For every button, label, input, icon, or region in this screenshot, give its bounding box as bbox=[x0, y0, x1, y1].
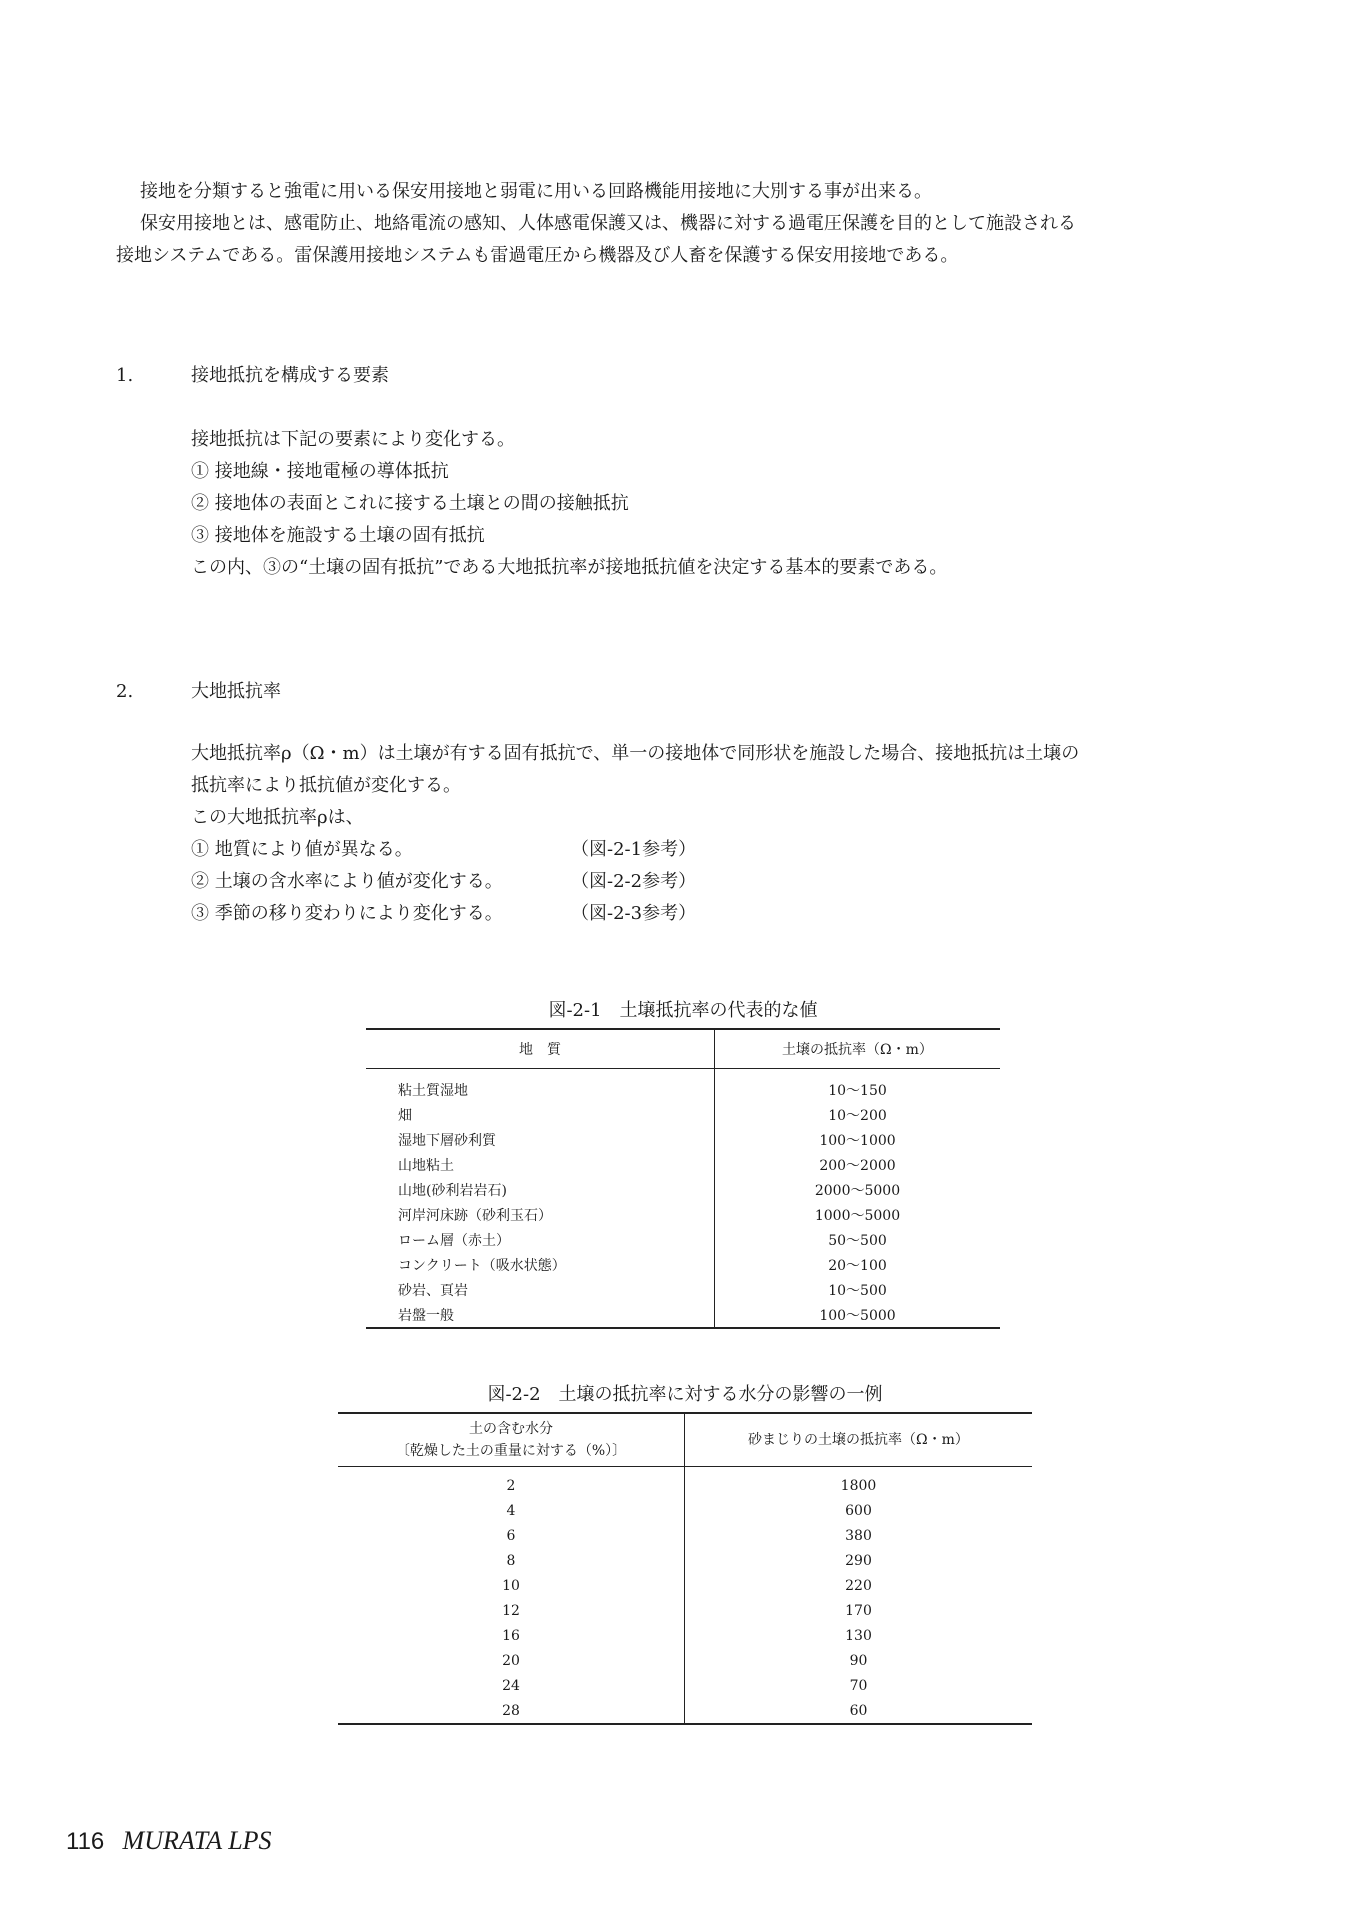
column-header-line: 〔乾燥した土の重量に対する（%）〕 bbox=[395, 1443, 627, 1459]
table-cell: 220 bbox=[845, 1577, 872, 1594]
table-cell: 60 bbox=[849, 1702, 868, 1719]
table-row bbox=[366, 1302, 1000, 1328]
column-header: 地 質 bbox=[366, 1029, 715, 1069]
table-cell: 130 bbox=[845, 1627, 872, 1644]
table-cell: 380 bbox=[845, 1527, 872, 1544]
table-cell: 畑 bbox=[366, 1102, 715, 1127]
table-row bbox=[366, 1069, 1000, 1103]
table-cell: 山地(砂利岩岩石) bbox=[366, 1177, 715, 1202]
table-row bbox=[338, 1498, 1032, 1523]
list-item-ref: （図-2-2参考） bbox=[571, 871, 697, 892]
list-item: ② 接地体の表面とこれに接する土壌との間の接触抵抗 bbox=[191, 493, 629, 514]
table-cell: 粘土質湿地 bbox=[366, 1069, 715, 1103]
table-row bbox=[338, 1598, 1032, 1623]
table-row bbox=[366, 1202, 1000, 1227]
table-cell: 4 bbox=[338, 1498, 685, 1523]
intro-line: 接地システムである。雷保護用接地システムも雷過電圧から機器及び人畜を保護する保安用接地である。 bbox=[116, 245, 959, 266]
table-row bbox=[338, 1467, 1032, 1499]
table-row bbox=[338, 1698, 1032, 1724]
table-cell: 砂岩、頁岩 bbox=[366, 1277, 715, 1302]
table-cell: 2000〜5000 bbox=[814, 1182, 901, 1199]
table-cell: 10〜500 bbox=[828, 1282, 887, 1299]
list-item-ref: （図-2-3参考） bbox=[571, 903, 697, 924]
table-cell: 8 bbox=[338, 1548, 685, 1573]
table-cell: 170 bbox=[845, 1602, 872, 1619]
table-cell: 90 bbox=[849, 1652, 868, 1669]
table-row bbox=[366, 1127, 1000, 1152]
table-cell: ローム層（赤土） bbox=[366, 1227, 715, 1252]
table-cell: 湿地下層砂利質 bbox=[366, 1127, 715, 1152]
section-2-line: 抵抗率により抵抗値が変化する。 bbox=[191, 775, 461, 796]
table-cell: 2 bbox=[338, 1467, 685, 1499]
intro-line: 接地を分類すると強電に用いる保安用接地と弱電に用いる回路機能用接地に大別する事が出来る。 bbox=[140, 181, 932, 202]
section-1-lead: 接地抵抗は下記の要素により変化する。 bbox=[191, 429, 515, 450]
table-2-title: 図-2-2 土壌の抵抗率に対する水分の影響の一例 bbox=[487, 1384, 883, 1405]
table-cell: 20〜100 bbox=[828, 1257, 887, 1274]
column-header-line: 土の含む水分 bbox=[469, 1421, 553, 1437]
table-row bbox=[366, 1227, 1000, 1252]
section-1-conclusion: この内、③の“土壌の固有抵抗”である大地抵抗率が接地抵抗値を決定する基本的要素である。 bbox=[191, 557, 948, 578]
table-cell: 20 bbox=[338, 1648, 685, 1673]
table-cell: 16 bbox=[338, 1623, 685, 1648]
table-cell: 1000〜5000 bbox=[814, 1207, 901, 1224]
list-item: ① 接地線・接地電極の導体抵抗 bbox=[191, 461, 449, 482]
table-cell: 10 bbox=[338, 1573, 685, 1598]
table-row bbox=[338, 1573, 1032, 1598]
table-cell: 28 bbox=[338, 1698, 685, 1724]
table-row bbox=[366, 1102, 1000, 1127]
list-item bbox=[191, 898, 1079, 930]
list-item-text: ② 土壌の含水率により値が変化する。 bbox=[191, 871, 503, 892]
section-2-line: この大地抵抗率ρは、 bbox=[191, 807, 364, 828]
soil-resistivity-table bbox=[366, 1028, 1000, 1329]
section-number: 2. bbox=[116, 681, 134, 702]
table-cell: 100〜1000 bbox=[819, 1132, 896, 1149]
table-cell: 10〜200 bbox=[828, 1107, 887, 1124]
list-item bbox=[191, 866, 1079, 898]
table-row bbox=[366, 1252, 1000, 1277]
column-header bbox=[338, 1413, 685, 1467]
section-2-body bbox=[191, 738, 1079, 930]
table-cell: 1800 bbox=[840, 1477, 877, 1494]
table-row bbox=[338, 1548, 1032, 1573]
table-cell: 12 bbox=[338, 1598, 685, 1623]
section-title: 大地抵抗率 bbox=[191, 681, 281, 702]
section-2-heading bbox=[116, 678, 716, 706]
table-cell: 10〜150 bbox=[828, 1082, 887, 1099]
brand-name: MURATA LPS bbox=[122, 1826, 272, 1855]
section-title: 接地抵抗を構成する要素 bbox=[191, 365, 389, 386]
column-header: 土壌の抵抗率（Ω・m） bbox=[715, 1029, 1001, 1069]
list-item bbox=[191, 834, 1079, 866]
table-row bbox=[338, 1523, 1032, 1548]
list-item: ③ 接地体を施設する土壌の固有抵抗 bbox=[191, 525, 485, 546]
moisture-effect-table bbox=[338, 1412, 1032, 1725]
table-row bbox=[366, 1177, 1000, 1202]
section-number: 1. bbox=[116, 365, 134, 386]
table-row bbox=[338, 1623, 1032, 1648]
table-cell: 200〜2000 bbox=[819, 1157, 896, 1174]
intro-paragraph bbox=[116, 176, 1246, 272]
table-cell: 100〜5000 bbox=[819, 1307, 896, 1324]
list-item-text: ③ 季節の移り変わりにより変化する。 bbox=[191, 903, 503, 924]
section-2-line: 大地抵抗率ρ（Ω・m）は土壌が有する固有抵抗で、単一の接地体で同形状を施設した場合、接地抵抗は土壌の bbox=[191, 743, 1080, 764]
page-footer bbox=[66, 1826, 272, 1856]
list-item-text: ① 地質により値が異なる。 bbox=[191, 839, 413, 860]
table-row bbox=[366, 1152, 1000, 1177]
list-item-ref: （図-2-1参考） bbox=[571, 839, 697, 860]
column-header: 砂まじりの土壌の抵抗率（Ω・m） bbox=[685, 1413, 1033, 1467]
table-cell: 50〜500 bbox=[828, 1232, 887, 1249]
table-row bbox=[366, 1277, 1000, 1302]
table-cell: 24 bbox=[338, 1673, 685, 1698]
table-row bbox=[338, 1648, 1032, 1673]
table-cell: 6 bbox=[338, 1523, 685, 1548]
table-cell: 600 bbox=[845, 1502, 872, 1519]
intro-line: 保安用接地とは、感電防止、地絡電流の感知、人体感電保護又は、機器に対する過電圧保護を目的として施設される bbox=[140, 213, 1076, 234]
section-1-heading bbox=[116, 362, 716, 390]
table-cell: 河岸河床跡（砂利玉石） bbox=[366, 1202, 715, 1227]
page-number: 116 bbox=[66, 1828, 105, 1855]
table-cell: 山地粘土 bbox=[366, 1152, 715, 1177]
table-cell: コンクリート（吸水状態） bbox=[366, 1252, 715, 1277]
table-cell: 290 bbox=[845, 1552, 872, 1569]
section-1-body bbox=[191, 424, 947, 584]
table-cell: 70 bbox=[849, 1677, 868, 1694]
table-cell: 岩盤一般 bbox=[366, 1302, 715, 1328]
table-row bbox=[338, 1673, 1032, 1698]
table-1-title: 図-2-1 土壌抵抗率の代表的な値 bbox=[548, 1000, 818, 1021]
